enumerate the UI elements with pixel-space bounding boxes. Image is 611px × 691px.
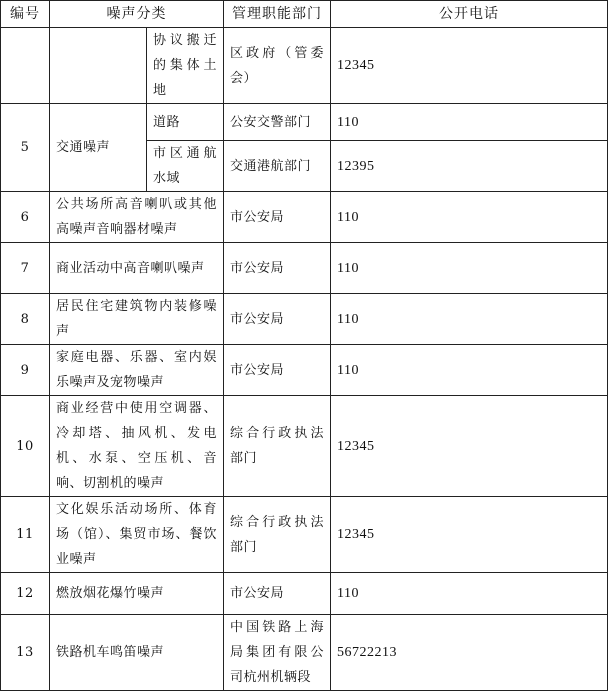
department-cell: 市公安局 <box>224 573 331 615</box>
category-cell-empty <box>50 28 147 104</box>
phone-cell: 56722213 <box>331 615 608 691</box>
category-cell: 商业活动中高音喇叭噪声 <box>50 243 224 294</box>
category-cell: 文化娱乐活动场所、体育场（馆）、集贸市场、餐饮业噪声 <box>50 497 224 573</box>
id-cell: 12 <box>1 573 50 615</box>
header-id: 编号 <box>1 1 50 28</box>
phone-cell: 12345 <box>331 28 608 104</box>
phone-cell: 12395 <box>331 141 608 192</box>
department-cell: 综合行政执法部门 <box>224 497 331 573</box>
department-cell: 区政府（管委会） <box>224 28 331 104</box>
id-cell-empty <box>1 28 50 104</box>
category-cell: 公共场所高音喇叭或其他高噪声音响器材噪声 <box>50 192 224 243</box>
id-cell: 6 <box>1 192 50 243</box>
category-cell: 家庭电器、乐器、室内娱乐噪声及宠物噪声 <box>50 345 224 396</box>
table-row <box>1 497 608 573</box>
phone-cell: 110 <box>331 104 608 141</box>
department-cell: 交通港航部门 <box>224 141 331 192</box>
table-row <box>1 104 608 141</box>
header-row <box>1 1 608 28</box>
department-cell: 市公安局 <box>224 294 331 345</box>
header-department: 管理职能部门 <box>224 1 331 28</box>
id-cell: 5 <box>1 104 50 192</box>
subcategory-cell: 协议搬迁的集体土地 <box>147 28 224 104</box>
phone-cell: 110 <box>331 243 608 294</box>
table-row <box>1 396 608 497</box>
department-cell: 公安交警部门 <box>224 104 331 141</box>
table-row <box>1 28 608 104</box>
table-row <box>1 294 608 345</box>
table-row <box>1 615 608 691</box>
phone-cell: 110 <box>331 192 608 243</box>
department-cell: 综合行政执法部门 <box>224 396 331 497</box>
department-cell: 中国铁路上海局集团有限公司杭州机辆段 <box>224 615 331 691</box>
category-cell: 燃放烟花爆竹噪声 <box>50 573 224 615</box>
subcategory-cell: 市区通航水域 <box>147 141 224 192</box>
department-cell: 市公安局 <box>224 345 331 396</box>
phone-cell: 12345 <box>331 396 608 497</box>
id-cell: 8 <box>1 294 50 345</box>
header-phone: 公开电话 <box>331 1 608 28</box>
phone-cell: 110 <box>331 294 608 345</box>
category-cell: 商业经营中使用空调器、冷却塔、抽风机、发电机、水泵、空压机、音响、切割机的噪声 <box>50 396 224 497</box>
id-cell: 11 <box>1 497 50 573</box>
table-row <box>1 243 608 294</box>
id-cell: 7 <box>1 243 50 294</box>
table-row <box>1 345 608 396</box>
id-cell: 10 <box>1 396 50 497</box>
id-cell: 13 <box>1 615 50 691</box>
subcategory-cell: 道路 <box>147 104 224 141</box>
category-cell: 铁路机车鸣笛噪声 <box>50 615 224 691</box>
category-cell: 居民住宅建筑物内装修噪声 <box>50 294 224 345</box>
phone-cell: 110 <box>331 345 608 396</box>
category-cell: 交通噪声 <box>50 104 147 192</box>
header-category: 噪声分类 <box>50 1 224 28</box>
table-row <box>1 573 608 615</box>
id-cell: 9 <box>1 345 50 396</box>
table-row <box>1 192 608 243</box>
phone-cell: 12345 <box>331 497 608 573</box>
department-cell: 市公安局 <box>224 192 331 243</box>
department-cell: 市公安局 <box>224 243 331 294</box>
phone-cell: 110 <box>331 573 608 615</box>
